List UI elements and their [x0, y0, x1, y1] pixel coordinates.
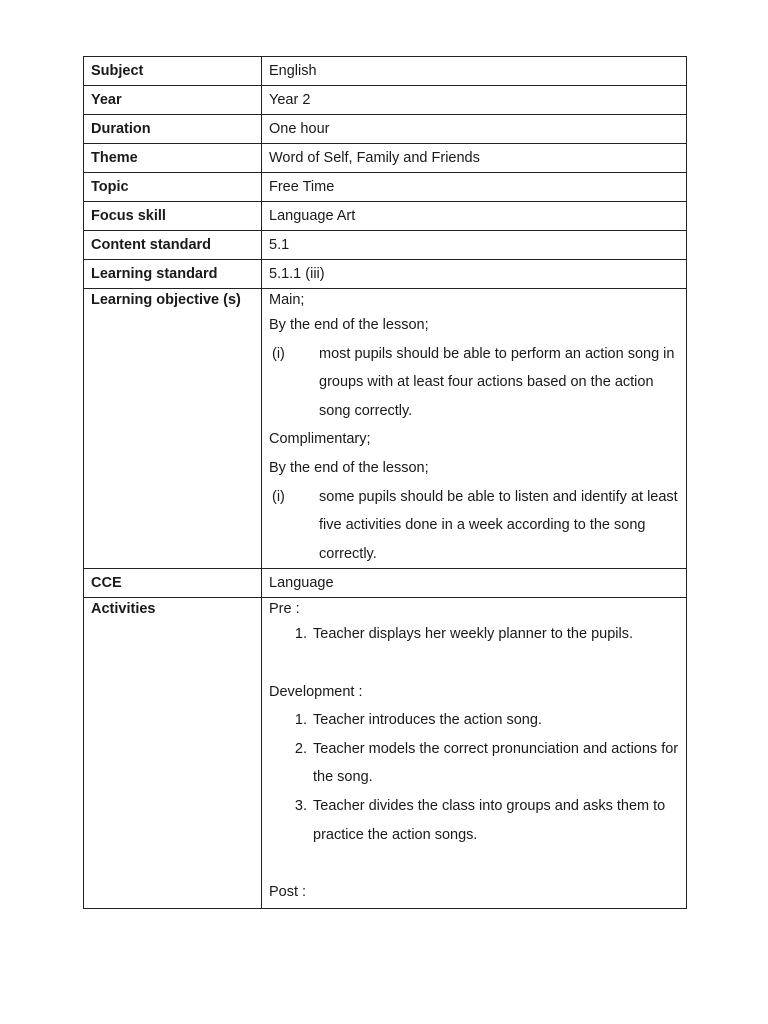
row-label: Year — [84, 86, 262, 115]
item-text: some pupils should be able to listen and identify at least five activities done in a week according to the song correctly. — [319, 488, 678, 562]
row-value: 5.1.1 (iii) — [262, 260, 687, 289]
row-label: Learning objective (s) — [84, 289, 262, 569]
complimentary-heading: Complimentary; — [269, 431, 371, 448]
item-number: (i) — [272, 345, 285, 362]
item-text: Teacher introduces the action song. — [313, 712, 542, 729]
row-content-standard — [84, 231, 687, 260]
item-text: Teacher models the correct pronunciation and actions for the song. — [313, 740, 679, 786]
development-activity-item — [269, 706, 679, 735]
row-label: Learning standard — [84, 260, 262, 289]
row-label: Subject — [84, 57, 262, 86]
row-topic — [84, 173, 687, 202]
item-number: (i) — [272, 488, 285, 505]
development-heading: Development : — [269, 683, 363, 700]
item-text: Teacher divides the class into groups and asks them to practice the action songs. — [313, 797, 666, 843]
main-objective-item — [269, 340, 679, 426]
row-value: Year 2 — [262, 86, 687, 115]
row-year — [84, 86, 687, 115]
row-value: English — [262, 57, 687, 86]
item-number: 1. — [294, 712, 307, 729]
row-value: Language — [262, 569, 687, 598]
row-cce — [84, 569, 687, 598]
row-value: One hour — [262, 115, 687, 144]
spacer — [269, 649, 679, 678]
item-text: most pupils should be able to perform an action song in groups with at least four actions based on the action song correctly. — [319, 345, 675, 419]
post-heading: Post : — [269, 883, 307, 900]
item-number: 3. — [294, 797, 307, 814]
lesson-plan-table — [83, 56, 687, 909]
row-label: Focus skill — [84, 202, 262, 231]
pre-heading: Pre : — [269, 601, 300, 618]
row-label: Theme — [84, 144, 262, 173]
spacer — [269, 849, 679, 878]
row-value: Word of Self, Family and Friends — [262, 144, 687, 173]
row-label: Content standard — [84, 231, 262, 260]
complimentary-intro: By the end of the lesson; — [269, 459, 429, 476]
row-label: CCE — [84, 569, 262, 598]
main-heading: Main; — [269, 292, 305, 308]
item-text: Teacher displays her weekly planner to the pupils. — [313, 626, 633, 643]
row-subject — [84, 57, 687, 86]
row-theme — [84, 144, 687, 173]
complimentary-objective-item — [269, 483, 679, 569]
row-activities — [84, 598, 687, 909]
objectives-cell — [262, 289, 687, 569]
development-activity-item — [269, 792, 679, 849]
row-label: Activities — [84, 598, 262, 909]
activities-cell — [262, 598, 687, 909]
row-learning-standard — [84, 260, 687, 289]
development-activity-item — [269, 735, 679, 792]
item-number: 2. — [294, 740, 307, 757]
row-label: Duration — [84, 115, 262, 144]
row-label: Topic — [84, 173, 262, 202]
item-number: 1. — [294, 626, 307, 643]
row-value: Language Art — [262, 202, 687, 231]
row-duration — [84, 115, 687, 144]
main-intro: By the end of the lesson; — [269, 317, 429, 333]
pre-activity-item — [269, 620, 679, 649]
row-focus-skill — [84, 202, 687, 231]
row-value: 5.1 — [262, 231, 687, 260]
row-value: Free Time — [262, 173, 687, 202]
row-learning-objectives — [84, 289, 687, 569]
